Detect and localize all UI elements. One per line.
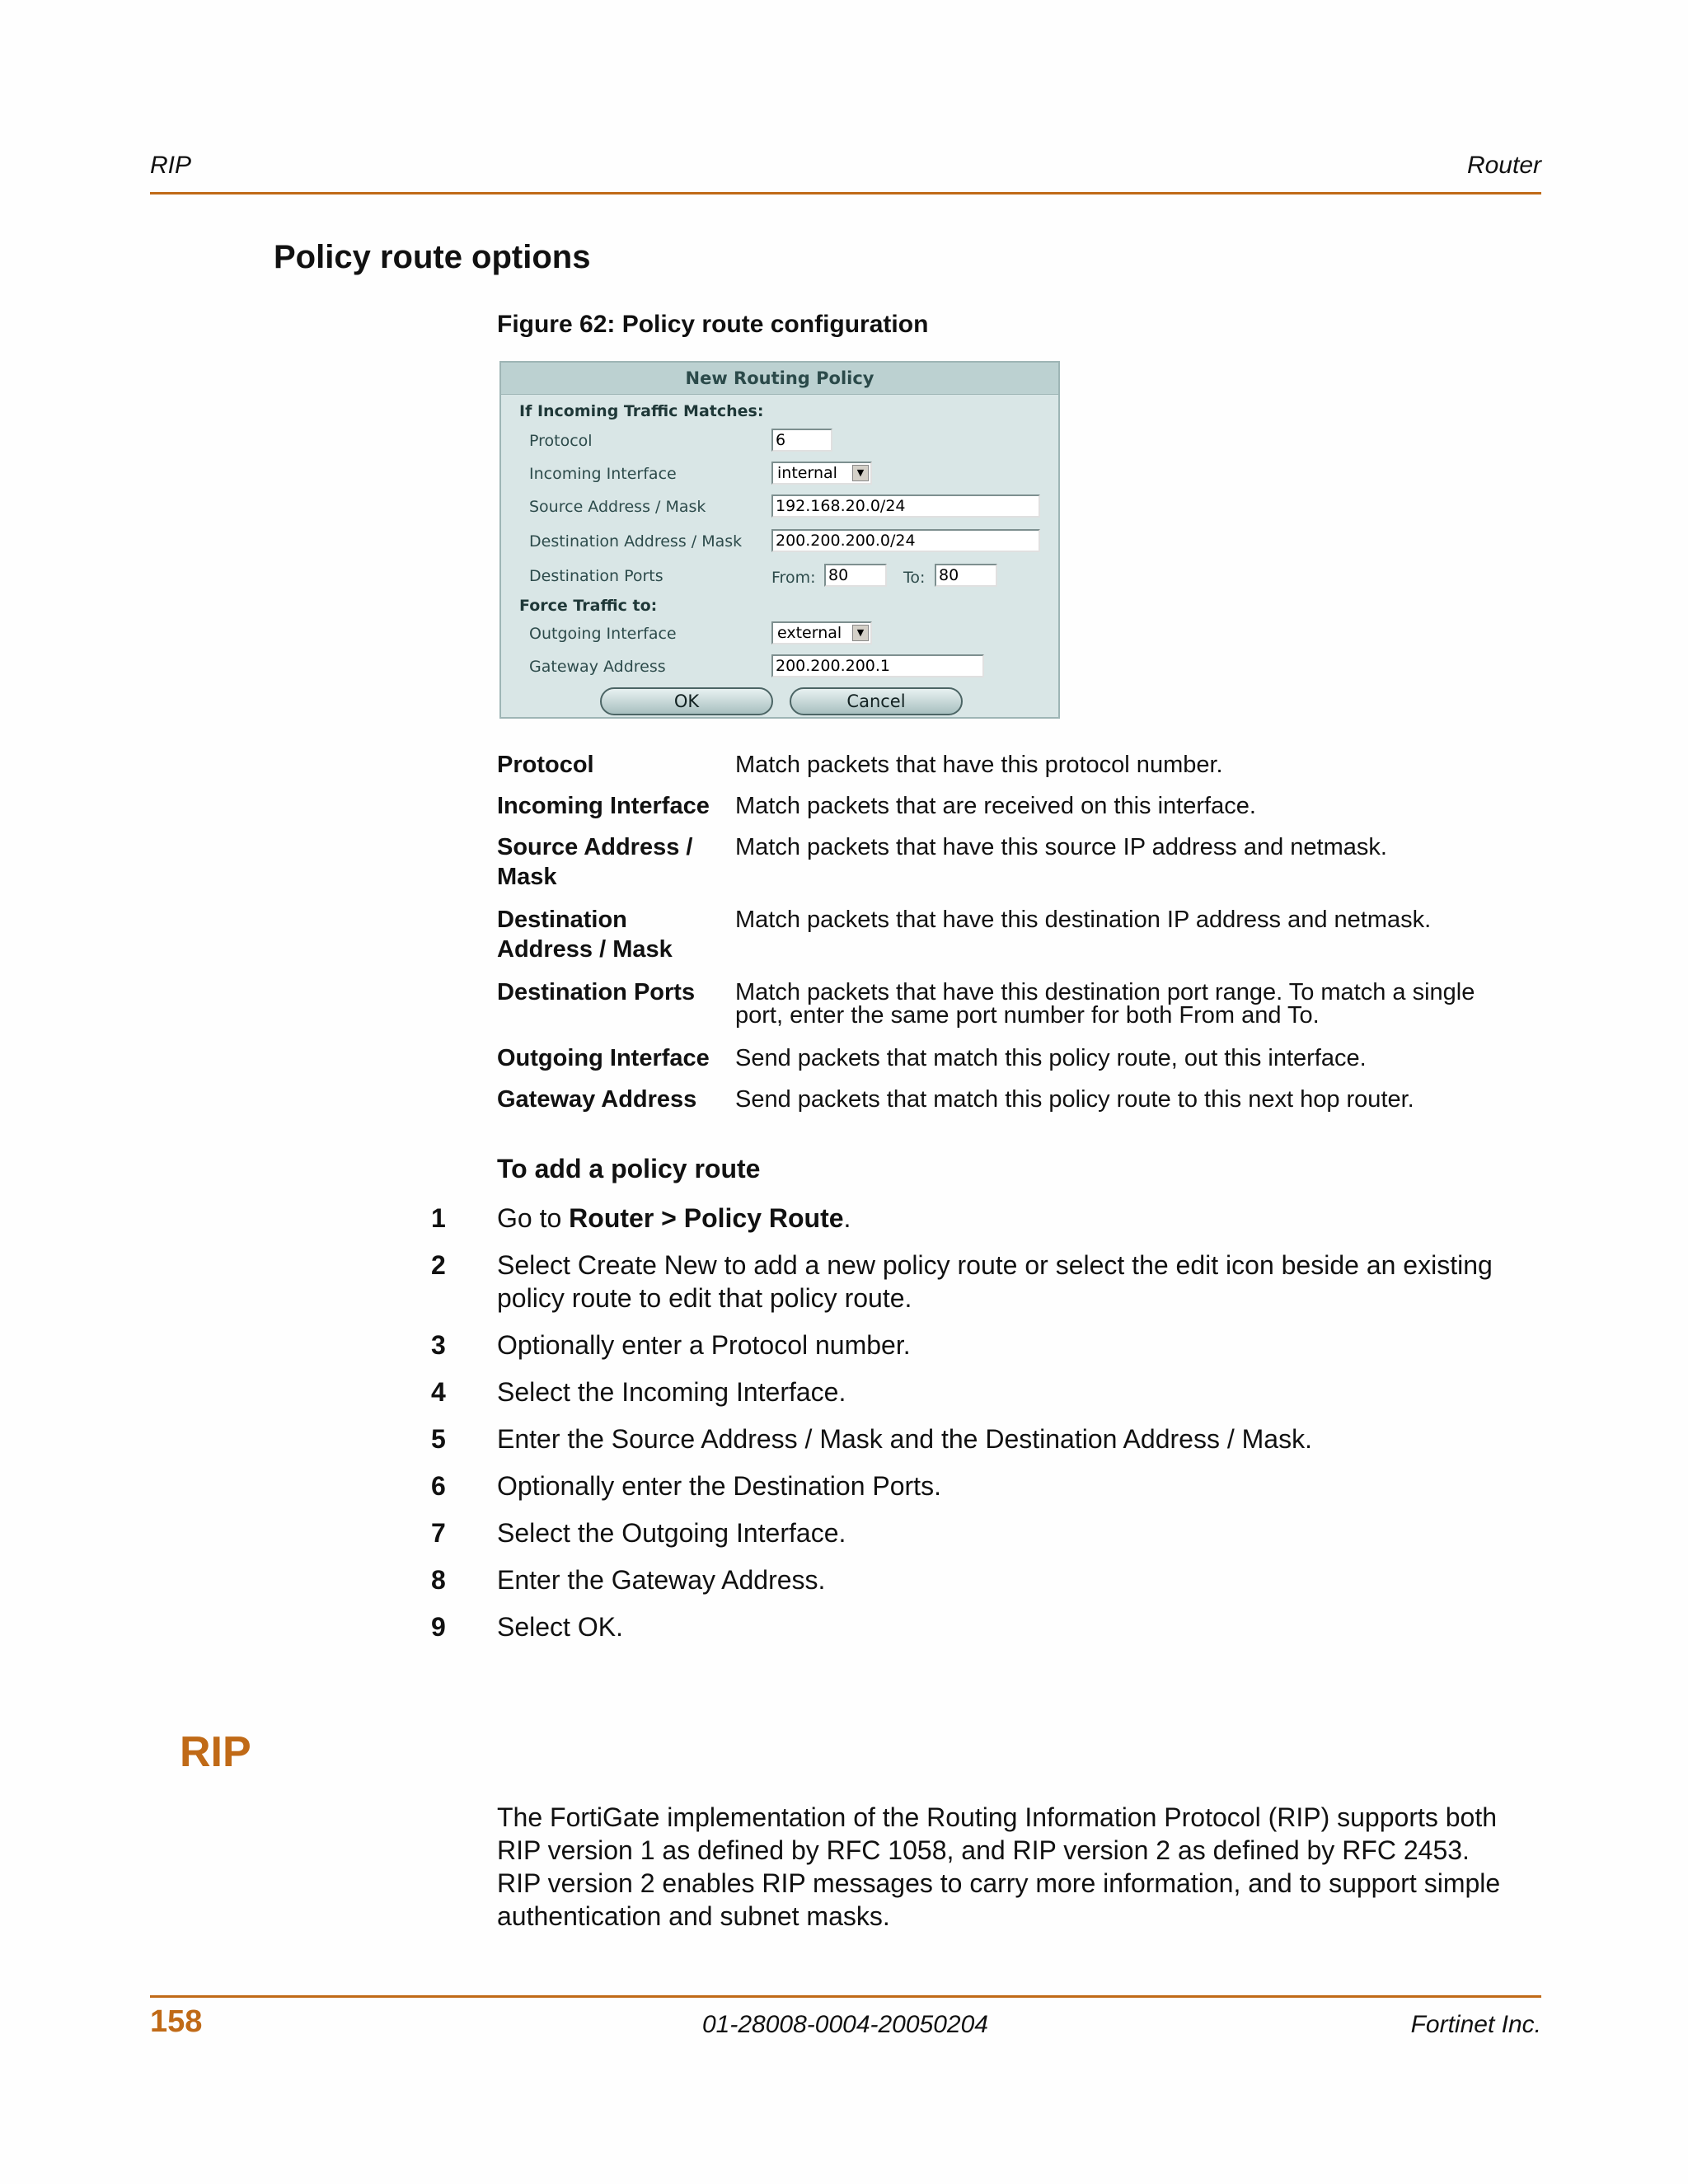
step-8: Enter the Gateway Address. [497,1565,826,1595]
step-number: 6 [431,1471,446,1501]
step-number: 9 [431,1612,446,1642]
rip-heading: RIP [180,1728,251,1776]
step-1 [497,1202,1544,1235]
incoming-interface-select[interactable] [771,462,872,485]
rip-line: RIP version 1 as defined by RFC 1058, and RIP version 2 as defined by RFC 2453. [497,1835,1470,1865]
outgoing-interface-value: external [777,624,842,642]
def-protocol: Match packets that have this protocol number. [735,752,1223,778]
cancel-button[interactable]: Cancel [790,687,963,715]
term-destination-address-line2: Address / Mask [497,936,673,963]
incoming-interface-label: Incoming Interface [529,465,677,483]
dropdown-arrow-icon[interactable]: ▼ [852,465,869,481]
term-incoming-interface: Incoming Interface [497,793,710,819]
step-number: 4 [431,1377,446,1407]
to-label: To: [903,569,926,587]
company-name: Fortinet Inc. [1410,2011,1541,2038]
step-3: Optionally enter a Protocol number. [497,1330,911,1360]
step-2-line1: Select Create New to add a new policy route or select the edit icon beside an existing [497,1250,1493,1280]
step-number: 7 [431,1518,446,1548]
rip-line: The FortiGate implementation of the Routing Information Protocol (RIP) supports both [497,1802,1498,1832]
step-4: Select the Incoming Interface. [497,1377,846,1407]
source-address-input[interactable]: 192.168.20.0/24 [771,494,1040,518]
step-number: 8 [431,1565,446,1595]
term-destination-ports: Destination Ports [497,979,696,1005]
step-6: Optionally enter the Destination Ports. [497,1471,941,1501]
match-heading: If Incoming Traffic Matches: [519,402,764,420]
document-id: 01-28008-0004-20050204 [702,2011,988,2038]
rip-intro-paragraph [497,1801,1545,1933]
procedure-title: To add a policy route [497,1154,761,1183]
rip-line: RIP version 2 enables RIP messages to carry more information, and to support simple [497,1868,1501,1898]
protocol-label: Protocol [529,432,593,450]
new-routing-policy-dialog [499,361,1060,719]
destination-address-label: Destination Address / Mask [529,532,743,551]
page-number: 158 [150,2004,203,2039]
step-number: 2 [431,1250,446,1280]
step-2-line2: policy route to edit that policy route. [497,1283,912,1313]
step-number: 5 [431,1424,446,1454]
outgoing-interface-select[interactable] [771,621,872,644]
def-outgoing-interface: Send packets that match this policy route, out this interface. [735,1045,1367,1071]
def-destination-ports-line2: port, enter the same port number for both From and To. [735,1002,1320,1029]
gateway-address-input[interactable]: 200.200.200.1 [771,654,984,677]
step-9: Select OK. [497,1612,623,1642]
running-header-left: RIP [150,152,192,179]
gateway-address-label: Gateway Address [529,658,666,676]
term-outgoing-interface: Outgoing Interface [497,1045,710,1071]
protocol-input[interactable]: 6 [771,429,832,452]
step-7: Select the Outgoing Interface. [497,1518,846,1548]
def-source-address: Match packets that have this source IP address and netmask. [735,834,1387,860]
dialog-title: New Routing Policy [501,363,1058,395]
section-title: Policy route options [274,239,591,275]
def-destination-ports-line1: Match packets that have this destination port range. To match a single [735,979,1475,1005]
source-address-label: Source Address / Mask [529,498,706,516]
from-label: From: [771,569,816,587]
def-gateway-address: Send packets that match this policy route to this next hop router. [735,1086,1414,1113]
outgoing-interface-label: Outgoing Interface [529,625,677,643]
def-incoming-interface: Match packets that are received on this interface. [735,793,1256,819]
step-number: 3 [431,1330,446,1360]
term-source-address-line2: Mask [497,864,557,890]
step-5: Enter the Source Address / Mask and the Destination Address / Mask. [497,1424,1312,1454]
term-source-address-line1: Source Address / [497,834,693,860]
force-traffic-heading: Force Traffic to: [519,597,658,615]
running-header-right: Router [1466,152,1541,179]
step-1-prefix: Go to [497,1203,570,1233]
rip-line: authentication and subnet masks. [497,1901,890,1931]
step-number: 1 [431,1203,446,1233]
destination-address-input[interactable]: 200.200.200.0/24 [771,529,1040,552]
def-destination-address: Match packets that have this destination IP address and netmask. [735,907,1432,933]
term-protocol: Protocol [497,752,594,778]
to-port-input[interactable]: 80 [935,564,997,587]
figure-caption: Figure 62: Policy route configuration [497,311,929,338]
dropdown-arrow-icon[interactable]: ▼ [852,625,869,641]
destination-ports-label: Destination Ports [529,567,663,585]
from-port-input[interactable]: 80 [824,564,887,587]
term-gateway-address: Gateway Address [497,1086,697,1113]
footer-rule [150,1995,1541,1998]
ok-button[interactable]: OK [600,687,773,715]
header-rule [150,192,1541,194]
step-1-suffix: . [843,1203,851,1233]
incoming-interface-value: internal [777,464,837,482]
step-1-menu-path: Router > Policy Route [569,1203,844,1233]
term-destination-address-line1: Destination [497,907,627,933]
